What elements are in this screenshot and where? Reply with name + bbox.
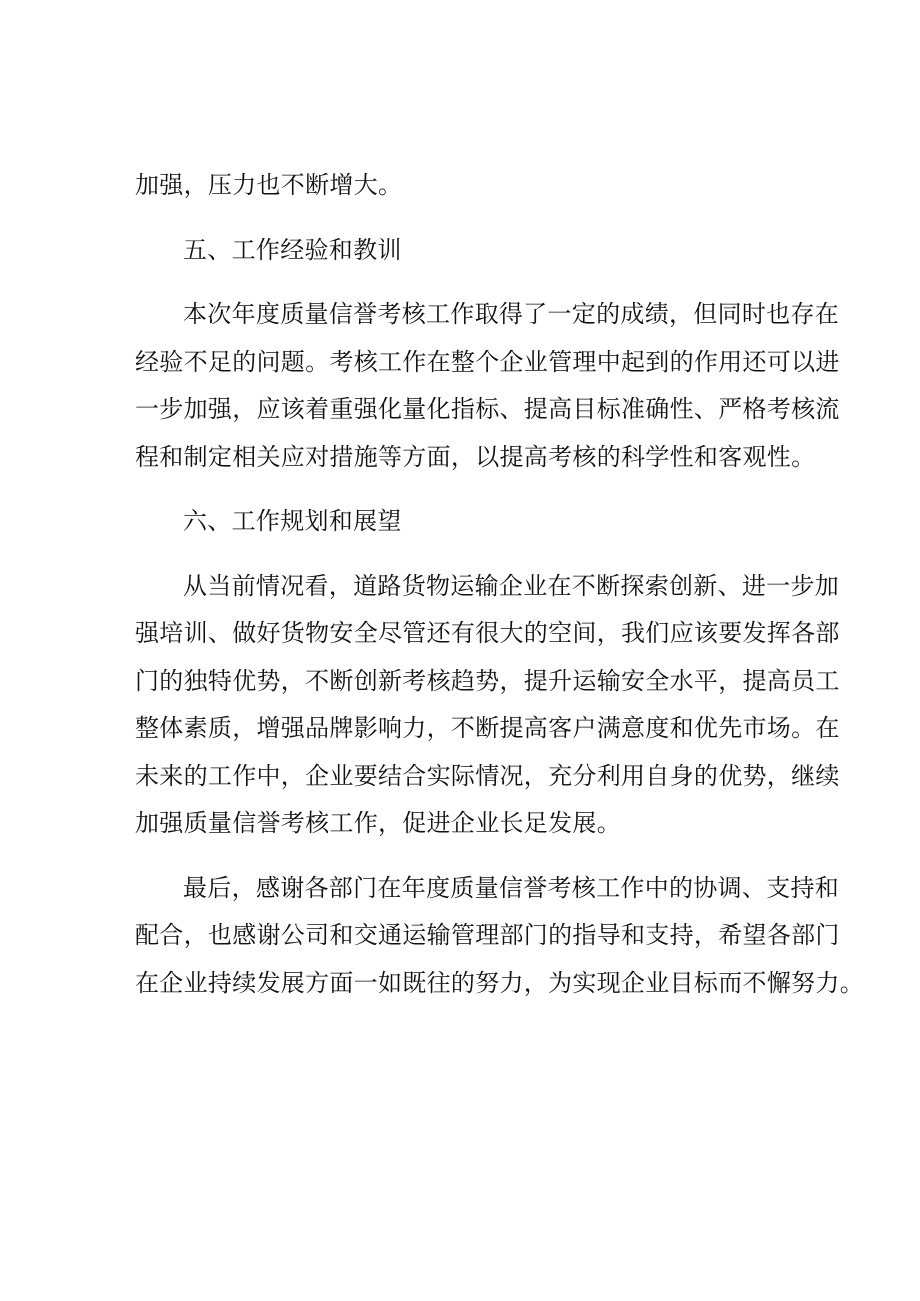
section-heading-5: 五、工作经验和教训 xyxy=(183,235,402,264)
document-body xyxy=(135,162,864,1024)
paragraph-line: 在企业持续发展方面一如既往的努力，为实现企业目标而不懈努力。 xyxy=(135,968,864,997)
paragraph-line: 门的独特优势，不断创新考核趋势，提升运输安全水平，提高员工 xyxy=(135,666,840,695)
paragraph-closing-thanks xyxy=(135,865,864,1008)
paragraph-line: 程和制定相关应对措施等方面，以提高考核的科学性和客观性。 xyxy=(135,442,816,471)
paragraph-line: 配合，也感谢公司和交通运输管理部门的指导和支持，希望各部门 xyxy=(135,921,840,949)
paragraph-planning-outlook xyxy=(135,563,840,848)
paragraph-line: 从当前情况看，道路货物运输企业在不断探索创新、进一步加 xyxy=(183,571,840,600)
section-heading-6: 六、工作规划和展望 xyxy=(183,507,402,535)
paragraph-line: 一步加强，应该着重强化量化指标、提高目标准确性、严格考核流 xyxy=(135,395,840,423)
paragraph-line: 加强，压力也不断增大。 xyxy=(135,171,403,199)
paragraph-line: 强培训、做好货物安全尽管还有很大的空间，我们应该要发挥各部 xyxy=(135,619,840,647)
paragraph-line: 加强质量信誉考核工作，促进企业长足发展。 xyxy=(135,809,621,837)
paragraph-experience-lessons xyxy=(135,291,840,481)
paragraph-line: 本次年度质量信誉考核工作取得了一定的成绩，但同时也存在 xyxy=(183,300,840,328)
paragraph-line: 经验不足的问题。考核工作在整个企业管理中起到的作用还可以进 xyxy=(135,347,840,376)
paragraph-continuation xyxy=(135,162,805,210)
paragraph-line: 整体素质，增强品牌影响力，不断提高客户满意度和优先市场。在 xyxy=(135,714,840,742)
paragraph-line: 未来的工作中，企业要结合实际情况，充分利用自身的优势，继续 xyxy=(135,761,840,790)
paragraph-line: 最后，感谢各部门在年度质量信誉考核工作中的协调、支持和 xyxy=(183,873,840,902)
